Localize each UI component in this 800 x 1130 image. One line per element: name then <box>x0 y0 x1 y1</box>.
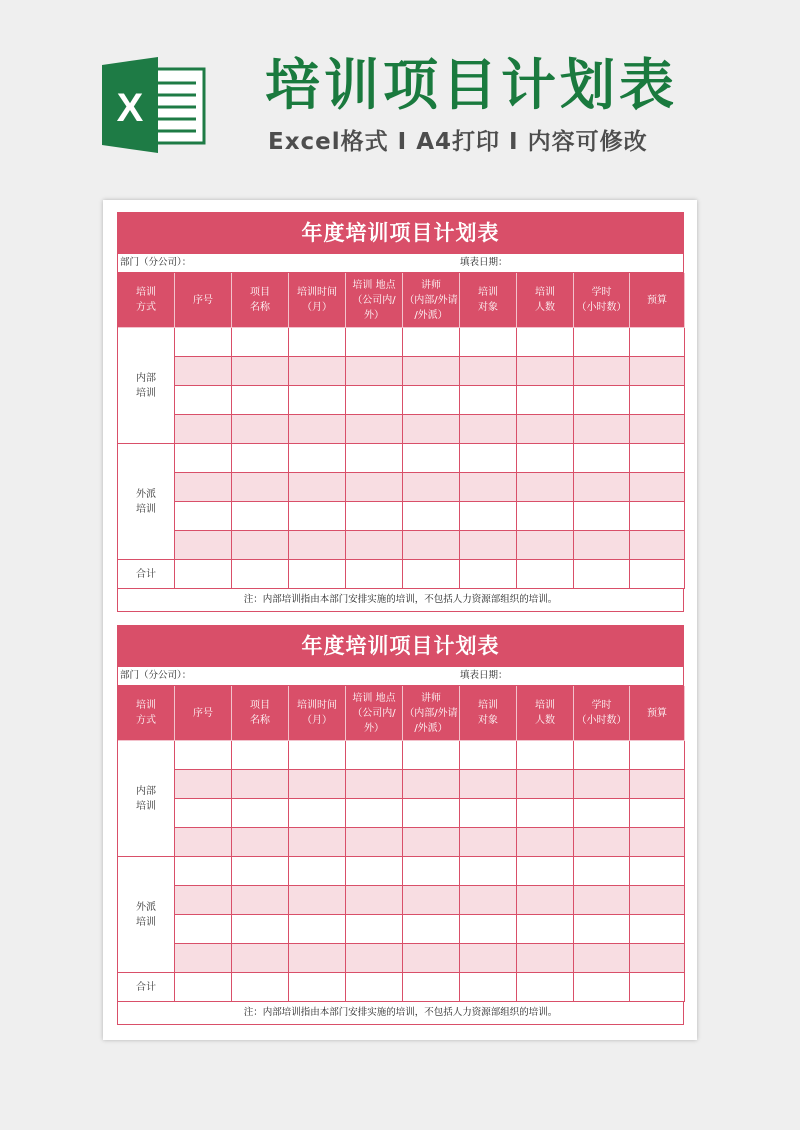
dept-field[interactable]: 部门（分公司）： <box>120 670 192 681</box>
table-cell[interactable] <box>232 560 289 589</box>
table-cell[interactable] <box>574 502 630 531</box>
table-cell[interactable] <box>460 444 517 473</box>
table-cell[interactable] <box>517 415 574 444</box>
info-row <box>117 667 684 685</box>
table-cell[interactable] <box>517 944 574 973</box>
column-header: 预算 <box>630 686 685 741</box>
table-cell[interactable] <box>574 799 630 828</box>
column-header: 讲师 （内部/外请 /外派） <box>403 686 460 741</box>
table-cell[interactable] <box>460 973 517 1002</box>
table-cell[interactable] <box>517 473 574 502</box>
table-cell[interactable] <box>289 944 346 973</box>
total-label: 合计 <box>118 973 175 1002</box>
sheet-title: 年度培训项目计划表 <box>117 212 684 254</box>
table-cell[interactable] <box>517 973 574 1002</box>
table-cell[interactable] <box>630 560 685 589</box>
table-cell[interactable] <box>346 415 403 444</box>
table-cell[interactable] <box>403 741 460 770</box>
table-cell[interactable] <box>460 328 517 357</box>
column-header: 预算 <box>630 273 685 328</box>
table-cell[interactable] <box>289 799 346 828</box>
table-cell[interactable] <box>574 386 630 415</box>
table-cell[interactable] <box>175 886 232 915</box>
table-cell[interactable] <box>460 857 517 886</box>
dept-field[interactable]: 部门（分公司）： <box>120 257 192 268</box>
table-cell[interactable] <box>574 560 630 589</box>
table-cell[interactable] <box>574 886 630 915</box>
table-cell[interactable] <box>630 415 685 444</box>
table-cell[interactable] <box>175 973 232 1002</box>
table-cell[interactable] <box>460 915 517 944</box>
table-cell[interactable] <box>346 828 403 857</box>
table-cell[interactable] <box>232 444 289 473</box>
table-cell[interactable] <box>460 386 517 415</box>
table-cell[interactable] <box>346 386 403 415</box>
table-cell[interactable] <box>346 944 403 973</box>
table-cell[interactable] <box>630 328 685 357</box>
table-cell[interactable] <box>630 741 685 770</box>
table-cell[interactable] <box>630 915 685 944</box>
table-cell[interactable] <box>517 741 574 770</box>
table-cell[interactable] <box>574 944 630 973</box>
table-cell[interactable] <box>346 741 403 770</box>
table-cell[interactable] <box>289 828 346 857</box>
table-cell[interactable] <box>517 502 574 531</box>
table-cell[interactable] <box>403 560 460 589</box>
table-cell[interactable] <box>346 915 403 944</box>
logo-letter: X <box>116 86 144 130</box>
column-header: 序号 <box>175 686 232 741</box>
plan-table <box>117 685 684 1002</box>
table-cell[interactable] <box>460 560 517 589</box>
table-cell[interactable] <box>460 770 517 799</box>
table-cell[interactable] <box>346 444 403 473</box>
table-cell[interactable] <box>574 328 630 357</box>
table-cell[interactable] <box>232 770 289 799</box>
table-cell[interactable] <box>460 828 517 857</box>
table-cell[interactable] <box>403 886 460 915</box>
table-cell[interactable] <box>232 741 289 770</box>
table-cell[interactable] <box>517 386 574 415</box>
table-cell[interactable] <box>403 444 460 473</box>
table-cell[interactable] <box>574 531 630 560</box>
table-cell[interactable] <box>517 799 574 828</box>
table-cell[interactable] <box>232 828 289 857</box>
table-cell[interactable] <box>460 886 517 915</box>
table-cell[interactable] <box>517 915 574 944</box>
table-cell[interactable] <box>460 473 517 502</box>
table-cell[interactable] <box>403 415 460 444</box>
table-cell[interactable] <box>403 973 460 1002</box>
table-cell[interactable] <box>175 328 232 357</box>
table-cell[interactable] <box>346 357 403 386</box>
table-cell[interactable] <box>460 357 517 386</box>
table-cell[interactable] <box>630 531 685 560</box>
table-cell[interactable] <box>346 886 403 915</box>
column-header: 学时 （小时数） <box>574 273 630 328</box>
table-cell[interactable] <box>460 799 517 828</box>
table-cell[interactable] <box>517 560 574 589</box>
excel-icon <box>98 55 210 155</box>
sheet <box>117 625 684 1025</box>
table-cell[interactable] <box>403 915 460 944</box>
table-cell[interactable] <box>630 886 685 915</box>
table-cell[interactable] <box>175 857 232 886</box>
table-cell[interactable] <box>630 770 685 799</box>
column-header: 序号 <box>175 273 232 328</box>
table-cell[interactable] <box>175 502 232 531</box>
table-cell[interactable] <box>232 944 289 973</box>
table-cell[interactable] <box>232 857 289 886</box>
table-cell[interactable] <box>289 386 346 415</box>
table-cell[interactable] <box>630 799 685 828</box>
table-cell[interactable] <box>574 973 630 1002</box>
table-cell[interactable] <box>232 915 289 944</box>
table-cell[interactable] <box>175 944 232 973</box>
table-cell[interactable] <box>232 886 289 915</box>
table-note: 注：内部培训指由本部门安排实施的培训，不包括人力资源部组织的培训。 <box>117 1002 684 1025</box>
table-cell[interactable] <box>175 741 232 770</box>
table-cell[interactable] <box>403 770 460 799</box>
date-field[interactable]: 填表日期： <box>460 257 508 268</box>
table-note: 注：内部培训指由本部门安排实施的培训，不包括人力资源部组织的培训。 <box>117 589 684 612</box>
table-cell[interactable] <box>175 828 232 857</box>
column-header: 项目 名称 <box>232 686 289 741</box>
table-cell[interactable] <box>574 741 630 770</box>
table-cell[interactable] <box>289 415 346 444</box>
table-cell[interactable] <box>175 415 232 444</box>
table-cell[interactable] <box>346 473 403 502</box>
table-cell[interactable] <box>175 531 232 560</box>
table-cell[interactable] <box>346 560 403 589</box>
table-cell[interactable] <box>403 357 460 386</box>
table-cell[interactable] <box>517 828 574 857</box>
table-cell[interactable] <box>232 973 289 1002</box>
table-cell[interactable] <box>289 473 346 502</box>
table-cell[interactable] <box>460 415 517 444</box>
table-cell[interactable] <box>175 915 232 944</box>
table-cell[interactable] <box>289 444 346 473</box>
table-cell[interactable] <box>403 857 460 886</box>
table-cell[interactable] <box>346 973 403 1002</box>
paper <box>103 200 697 1040</box>
column-header: 培训 方式 <box>118 686 175 741</box>
column-header: 学时 （小时数） <box>574 686 630 741</box>
table-cell[interactable] <box>517 444 574 473</box>
table-cell[interactable] <box>517 357 574 386</box>
table-cell[interactable] <box>232 531 289 560</box>
table-cell[interactable] <box>574 857 630 886</box>
table-cell[interactable] <box>175 357 232 386</box>
column-header: 培训 地点 （公司内/ 外） <box>346 686 403 741</box>
table-cell[interactable] <box>403 473 460 502</box>
column-header: 培训时间 （月） <box>289 686 346 741</box>
table-cell[interactable] <box>630 502 685 531</box>
table-cell[interactable] <box>289 531 346 560</box>
table-cell[interactable] <box>289 915 346 944</box>
table-cell[interactable] <box>175 444 232 473</box>
table-cell[interactable] <box>403 386 460 415</box>
table-cell[interactable] <box>630 386 685 415</box>
table-cell[interactable] <box>630 857 685 886</box>
table-cell[interactable] <box>175 386 232 415</box>
table-cell[interactable] <box>175 770 232 799</box>
column-header: 讲师 （内部/外请 /外派） <box>403 273 460 328</box>
page-title: 培训项目计划表 <box>265 53 679 117</box>
table-cell[interactable] <box>403 799 460 828</box>
column-header: 项目 名称 <box>232 273 289 328</box>
table-cell[interactable] <box>630 828 685 857</box>
table-cell[interactable] <box>574 473 630 502</box>
table-cell[interactable] <box>289 857 346 886</box>
table-cell[interactable] <box>574 357 630 386</box>
table-cell[interactable] <box>232 328 289 357</box>
table-cell[interactable] <box>630 444 685 473</box>
table-cell[interactable] <box>630 357 685 386</box>
sheet <box>117 212 684 612</box>
info-row <box>117 254 684 272</box>
table-cell[interactable] <box>403 328 460 357</box>
table-cell[interactable] <box>232 799 289 828</box>
total-label: 合计 <box>118 560 175 589</box>
table-cell[interactable] <box>289 741 346 770</box>
column-header: 培训 人数 <box>517 686 574 741</box>
table-cell[interactable] <box>517 886 574 915</box>
date-field[interactable]: 填表日期： <box>460 670 508 681</box>
sheet-title: 年度培训项目计划表 <box>117 625 684 667</box>
table-cell[interactable] <box>403 502 460 531</box>
table-cell[interactable] <box>574 444 630 473</box>
table-cell[interactable] <box>289 886 346 915</box>
table-cell[interactable] <box>460 502 517 531</box>
column-header: 培训 人数 <box>517 273 574 328</box>
table-cell[interactable] <box>630 473 685 502</box>
table-cell[interactable] <box>232 502 289 531</box>
table-cell[interactable] <box>574 915 630 944</box>
table-cell[interactable] <box>574 828 630 857</box>
table-cell[interactable] <box>232 386 289 415</box>
column-header: 培训 对象 <box>460 686 517 741</box>
category-internal: 内部 培训 <box>118 328 175 444</box>
category-external: 外派 培训 <box>118 857 175 973</box>
table-cell[interactable] <box>403 944 460 973</box>
table-cell[interactable] <box>574 770 630 799</box>
table-cell[interactable] <box>460 531 517 560</box>
table-cell[interactable] <box>346 531 403 560</box>
table-cell[interactable] <box>403 828 460 857</box>
table-cell[interactable] <box>289 357 346 386</box>
table-cell[interactable] <box>630 973 685 1002</box>
column-header: 培训 对象 <box>460 273 517 328</box>
column-header: 培训 方式 <box>118 273 175 328</box>
table-cell[interactable] <box>289 973 346 1002</box>
plan-table <box>117 272 684 589</box>
table-cell[interactable] <box>403 531 460 560</box>
table-cell[interactable] <box>346 857 403 886</box>
category-external: 外派 培训 <box>118 444 175 560</box>
table-cell[interactable] <box>175 799 232 828</box>
table-cell[interactable] <box>232 415 289 444</box>
table-cell[interactable] <box>517 531 574 560</box>
header <box>0 0 800 195</box>
table-cell[interactable] <box>517 857 574 886</box>
table-cell[interactable] <box>289 770 346 799</box>
table-cell[interactable] <box>346 502 403 531</box>
table-cell[interactable] <box>289 560 346 589</box>
table-cell[interactable] <box>346 328 403 357</box>
table-cell[interactable] <box>346 799 403 828</box>
table-cell[interactable] <box>460 944 517 973</box>
table-cell[interactable] <box>175 473 232 502</box>
table-cell[interactable] <box>517 328 574 357</box>
category-internal: 内部 培训 <box>118 741 175 857</box>
column-header: 培训时间 （月） <box>289 273 346 328</box>
table-cell[interactable] <box>517 770 574 799</box>
table-cell[interactable] <box>232 473 289 502</box>
table-cell[interactable] <box>460 741 517 770</box>
table-cell[interactable] <box>630 944 685 973</box>
table-cell[interactable] <box>289 328 346 357</box>
table-cell[interactable] <box>175 560 232 589</box>
table-cell[interactable] <box>574 415 630 444</box>
table-cell[interactable] <box>232 357 289 386</box>
table-cell[interactable] <box>346 770 403 799</box>
table-cell[interactable] <box>289 502 346 531</box>
column-header: 培训 地点 （公司内/ 外） <box>346 273 403 328</box>
page-subtitle: Excel格式 Ⅰ A4打印 Ⅰ 内容可修改 <box>268 129 648 155</box>
